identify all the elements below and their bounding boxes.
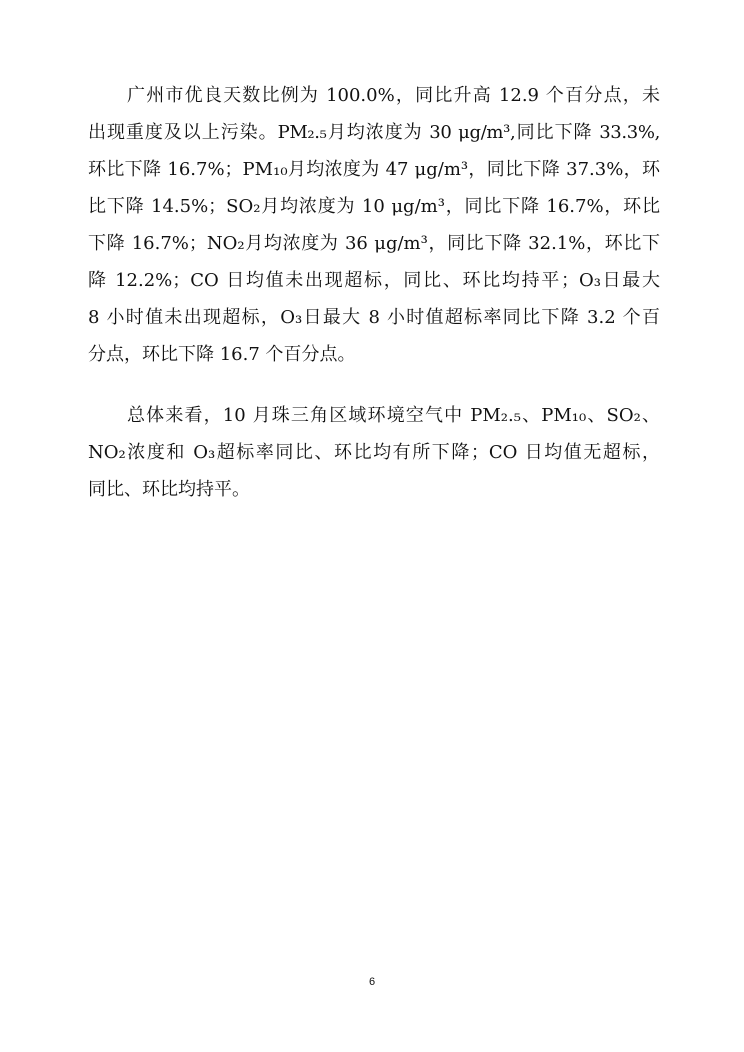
page-number: 6 xyxy=(368,976,376,988)
text-line: 广州市优良天数比例为 100.0%，同比升高 12.9 个百分点，未 xyxy=(127,85,660,106)
text-line: 同比、环比均持平。 xyxy=(88,479,250,500)
text-line: 比下降 14.5%；SO₂月均浓度为 10 μg/m³，同比下降 16.7%，环比 xyxy=(88,196,660,217)
text-line: 下降 16.7%；NO₂月均浓度为 36 μg/m³，同比下降 32.1%，环比下 xyxy=(88,233,660,254)
text-line: 降 12.2%；CO 日均值未出现超标，同比、环比均持平；O₃日最大 xyxy=(88,270,660,291)
text-line: 分点，环比下降 16.7 个百分点。 xyxy=(88,344,356,365)
text-line: 8 小时值未出现超标，O₃日最大 8 小时值超标率同比下降 3.2 个百 xyxy=(88,307,660,328)
text-line: 出现重度及以上污染。PM₂.₅月均浓度为 30 μg/m³,同比下降 33.3%, xyxy=(88,122,660,143)
guangzhou-paragraph xyxy=(88,77,660,373)
text-line: 总体来看，10 月珠三角区域环境空气中 PM₂.₅、PM₁₀、SO₂、 xyxy=(127,405,660,426)
text-line: 环比下降 16.7%；PM₁₀月均浓度为 47 μg/m³，同比下降 37.3%，环 xyxy=(88,159,660,180)
text-line: NO₂浓度和 O₃超标率同比、环比均有所下降；CO 日均值无超标， xyxy=(88,442,660,463)
summary-paragraph xyxy=(88,397,660,508)
